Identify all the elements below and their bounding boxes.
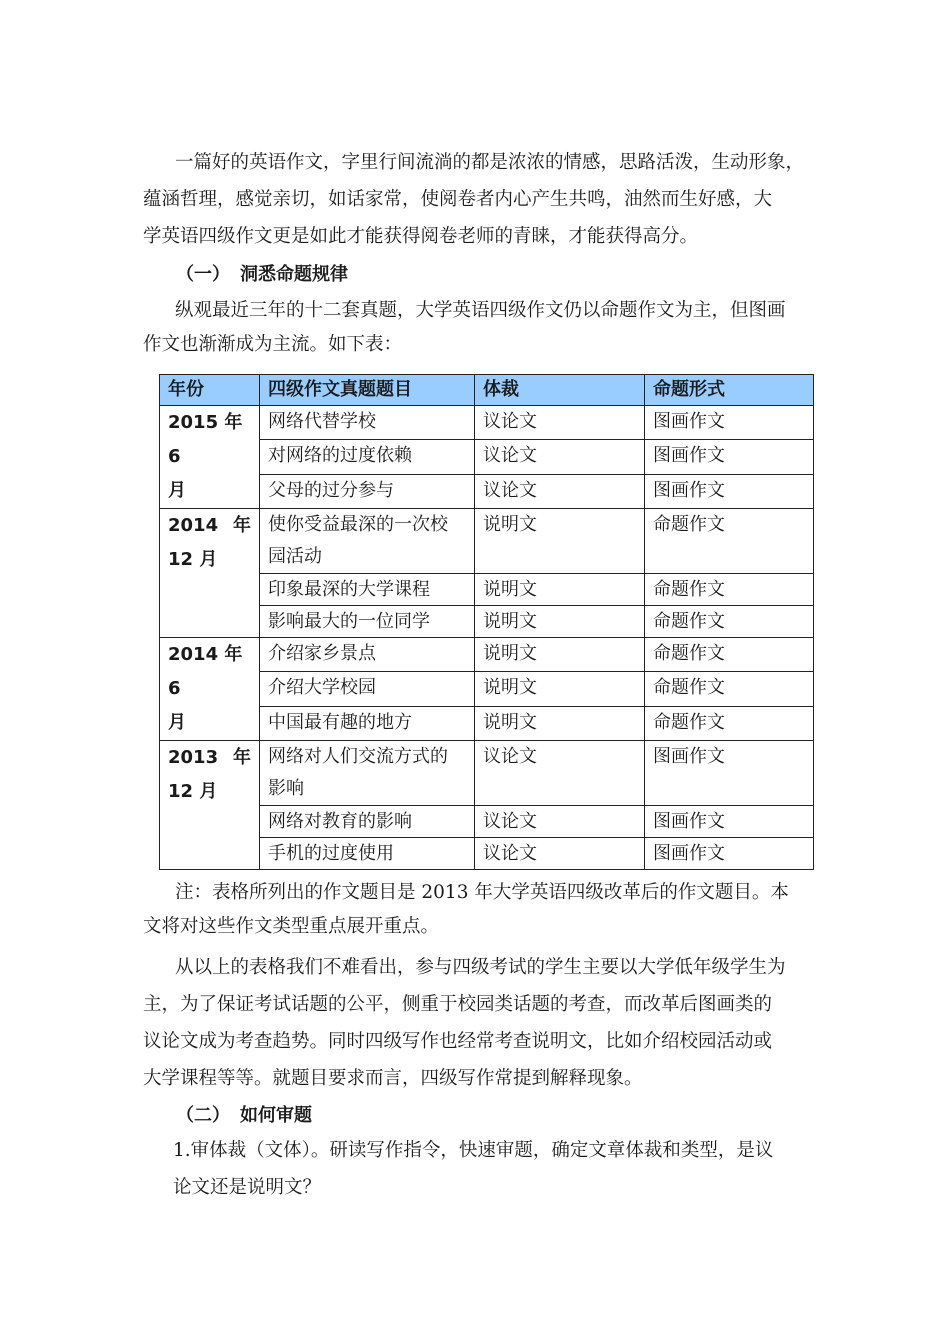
genre-cell: 议论文 [475, 440, 645, 474]
title-cell: 网络对人们交流方式的 影响 [260, 741, 475, 806]
genre-cell: 议论文 [475, 838, 645, 870]
title-cell: 对网络的过度依赖 [260, 440, 475, 474]
text-line: 纵观最近三年的十二套真题，大学英语四级作文仍以命题作文为主，但图画 [175, 300, 786, 321]
title-cell: 使你受益最深的一次校 园活动 [260, 509, 475, 574]
text-line: 1.审体裁（文体）。研读写作指令，快速审题，确定文章体裁和类型，是议 [173, 1140, 774, 1161]
form-cell: 图画作文 [645, 406, 814, 440]
genre-cell: 说明文 [475, 606, 645, 638]
header-genre: 体裁 [475, 375, 645, 406]
header-title: 四级作文真题题目 [260, 375, 475, 406]
year-cell: 2013 年 12 月 [160, 741, 260, 870]
genre-cell: 说明文 [475, 672, 645, 706]
text-line: 作文也渐渐成为主流。如下表： [143, 334, 403, 355]
year-cell: 2015 年 6 月 [160, 406, 260, 509]
form-cell: 图画作文 [645, 741, 814, 806]
title-cell: 网络对教育的影响 [260, 806, 475, 838]
genre-cell: 说明文 [475, 706, 645, 740]
text-line: 大学课程等等。就题目要求而言，四级写作常提到解释现象。 [143, 1068, 643, 1089]
genre-cell: 议论文 [475, 474, 645, 508]
table-row [160, 509, 814, 574]
overview-paragraph [143, 295, 815, 361]
table-row [160, 406, 814, 440]
section-number: （一） [176, 264, 230, 285]
section-title: 如何审题 [240, 1105, 312, 1126]
genre-cell: 议论文 [475, 406, 645, 440]
form-cell: 命题作文 [645, 638, 814, 672]
form-cell: 图画作文 [645, 474, 814, 508]
section-title: 洞悉命题规律 [240, 264, 348, 285]
form-cell: 命题作文 [645, 672, 814, 706]
genre-cell: 说明文 [475, 574, 645, 606]
header-year: 年份 [160, 375, 260, 406]
genre-cell: 议论文 [475, 741, 645, 806]
text-line: 从以上的表格我们不难看出，参与四级考试的学生主要以大学低年级学生为 [175, 957, 786, 978]
title-cell: 中国最有趣的地方 [260, 706, 475, 740]
text-line: 议论文成为考查趋势。同时四级写作也经常考查说明文，比如介绍校园活动或 [143, 1031, 773, 1052]
table-row [160, 638, 814, 672]
essay-topics-table [159, 374, 814, 870]
form-cell: 命题作文 [645, 574, 814, 606]
genre-cell: 说明文 [475, 509, 645, 574]
note-paragraph [143, 877, 815, 943]
text-line: 蕴涵哲理，感觉亲切，如话家常，使阅卷者内心产生共鸣，油然而生好感，大 [143, 189, 773, 210]
section-heading-2 [176, 1103, 312, 1129]
text-line: 注：表格所列出的作文题目是 2013 年大学英语四级改革后的作文题目。本 [175, 882, 789, 903]
form-cell: 命题作文 [645, 509, 814, 574]
text-line: 学英语四级作文更是如此才能获得阅卷老师的青睐，才能获得高分。 [143, 226, 699, 247]
form-cell: 图画作文 [645, 440, 814, 474]
text-line: 一篇好的英语作文，字里行间流淌的都是浓浓的情感，思路活泼，生动形象， [175, 152, 805, 173]
title-cell: 影响最大的一位同学 [260, 606, 475, 638]
title-cell: 印象最深的大学课程 [260, 574, 475, 606]
analysis-paragraph [143, 952, 815, 1095]
text-line: 主，为了保证考试话题的公平，侧重于校园类话题的考查，而改革后图画类的 [143, 994, 773, 1015]
title-cell: 手机的过度使用 [260, 838, 475, 870]
intro-paragraph [143, 147, 815, 253]
table-header-row [160, 375, 814, 406]
form-cell: 图画作文 [645, 806, 814, 838]
form-cell: 命题作文 [645, 706, 814, 740]
title-cell: 介绍家乡景点 [260, 638, 475, 672]
text-line: 文将对这些作文类型重点展开重点。 [143, 916, 440, 937]
section-number: （二） [176, 1105, 230, 1126]
year-cell: 2014 年 6 月 [160, 638, 260, 741]
text-line: 论文还是说明文？ [173, 1177, 322, 1198]
title-cell: 介绍大学校园 [260, 672, 475, 706]
year-cell: 2014 年 12 月 [160, 509, 260, 638]
step1-paragraph [173, 1135, 813, 1204]
table-row [160, 741, 814, 806]
genre-cell: 说明文 [475, 638, 645, 672]
title-cell: 网络代替学校 [260, 406, 475, 440]
form-cell: 命题作文 [645, 606, 814, 638]
section-heading-1 [176, 262, 348, 288]
header-form: 命题形式 [645, 375, 814, 406]
title-cell: 父母的过分参与 [260, 474, 475, 508]
genre-cell: 议论文 [475, 806, 645, 838]
form-cell: 图画作文 [645, 838, 814, 870]
